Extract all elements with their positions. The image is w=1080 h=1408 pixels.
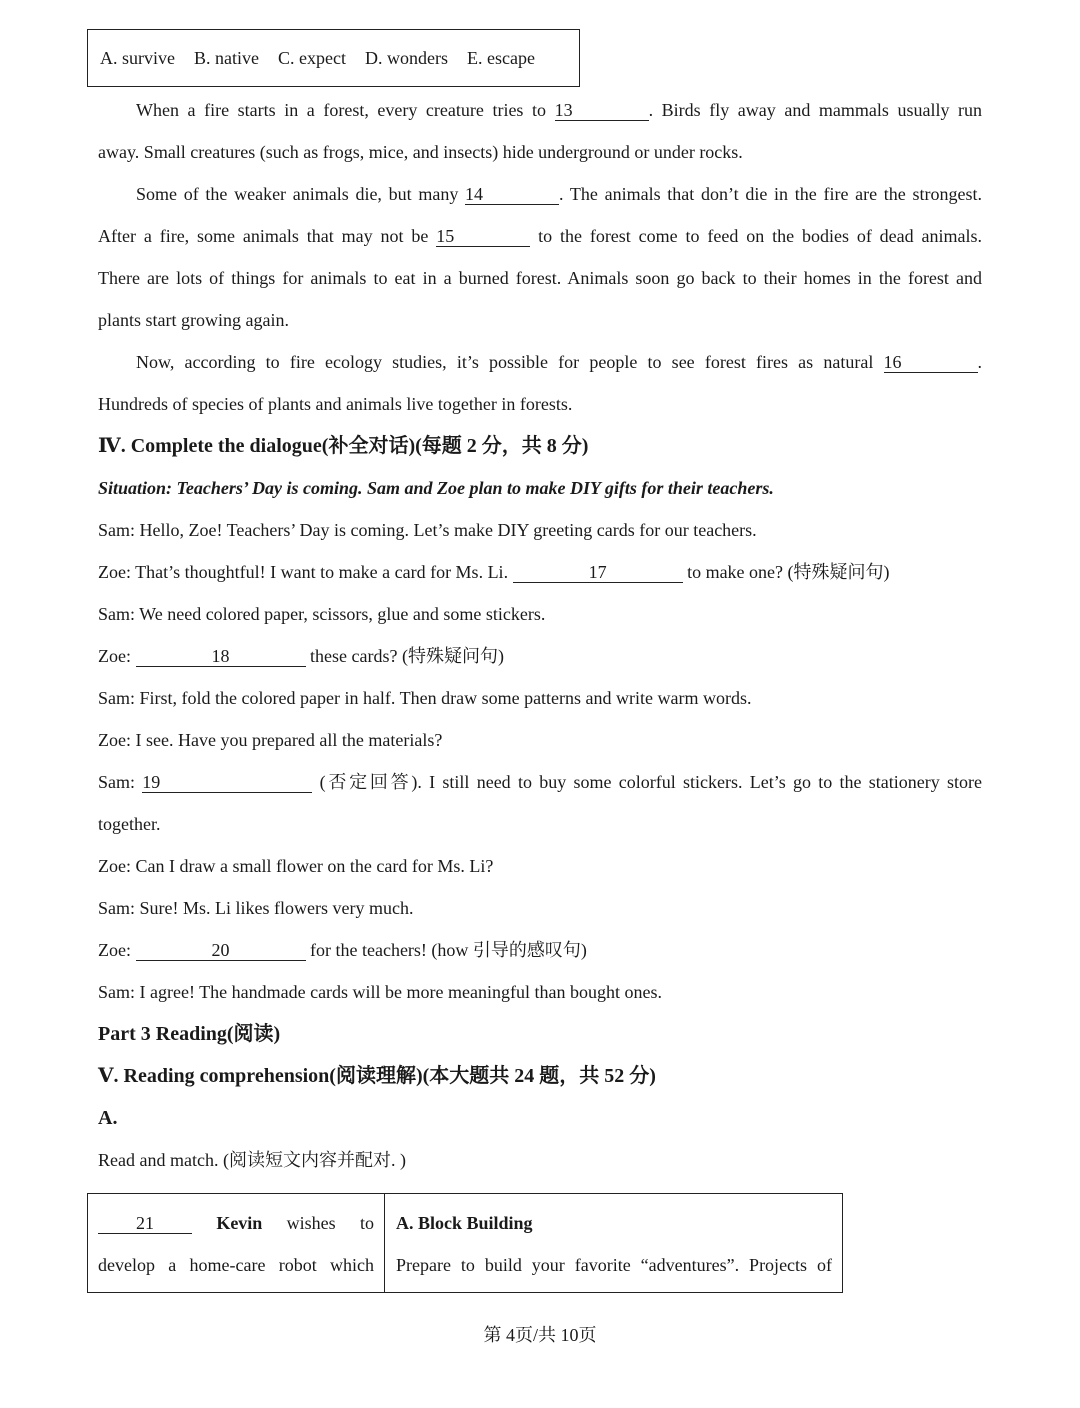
passage-line: There are lots of things for animals to eat in a burned forest. Animals soon go back to their homes in the forest and [98, 268, 982, 288]
blank-15: 15 [436, 226, 530, 247]
passage-line: away. Small creatures (such as frogs, mice, and insects) hide underground or under rocks. [98, 142, 743, 162]
blank-19: 19 [142, 772, 312, 793]
blank-18: 18 [136, 646, 306, 667]
dialogue-line: Zoe: 18 these cards? (特殊疑问句) [98, 646, 504, 666]
blank-16: 16 [884, 352, 978, 373]
passage-line: plants start growing again. [98, 310, 289, 330]
dialogue-line: Sam: Hello, Zoe! Teachers’ Day is coming. Let’s make DIY greeting cards for our teachers. [98, 520, 757, 540]
dialogue-line: Zoe: That’s thoughtful! I want to make a card for Ms. Li. 17 to make one? (特殊疑问句) [98, 562, 890, 582]
blank-13: 13 [555, 100, 649, 121]
section-5-heading: Ⅴ. Reading comprehension(阅读理解)(本大题共 24 题，共 52 分) [98, 1065, 656, 1087]
situation-text: Situation: Teachers’ Day is coming. Sam and Zoe plan to make DIY gifts for their teachers. [98, 478, 774, 498]
passage-line: When a fire starts in a forest, every creature tries to 13 . Birds fly away and mammals usually run [136, 100, 983, 120]
word-option-b: B. native [194, 47, 259, 68]
table-right-title: A. Block Building [396, 1213, 533, 1233]
instruction-text: Read and match. (阅读短文内容并配对. ) [98, 1150, 406, 1170]
dialogue-line: Zoe: I see. Have you prepared all the materials? [98, 730, 443, 750]
word-option-d: D. wonders [364, 47, 448, 68]
dialogue-line: Zoe: 20 for the teachers! (how 引导的感叹句) [98, 940, 587, 960]
table-left-line-1: 21 Kevin wishes to [98, 1202, 374, 1244]
part-3-heading: Part 3 Reading(阅读) [98, 1023, 281, 1045]
word-option-e: E. escape [466, 47, 535, 68]
word-option-a: A. survive [100, 47, 175, 68]
passage-line: Some of the weaker animals die, but many 14 . The animals that don’t die in the fire are the strongest. [136, 184, 982, 204]
table-right-line-2: Prepare to build your favorite “adventures”. Projects of [396, 1255, 832, 1275]
word-option-c: C. expect [278, 47, 346, 68]
dialogue-line: Zoe: Can I draw a small flower on the card for Ms. Li? [98, 856, 494, 876]
passage-line: Hundreds of species of plants and animals live together in forests. [98, 394, 573, 414]
dialogue-line: Sam: We need colored paper, scissors, glue and some stickers. [98, 604, 546, 624]
blank-21: 21 [98, 1213, 192, 1234]
subsection-a-heading: A. [98, 1107, 118, 1129]
passage-line: Now, according to fire ecology studies, it’s possible for people to see forest fires as natural 16 . [136, 352, 983, 372]
blank-17: 17 [513, 562, 683, 583]
word-bank-box [87, 29, 580, 87]
cloze-passage [98, 89, 982, 1181]
blank-20: 20 [136, 940, 306, 961]
table-divider [384, 1194, 385, 1292]
match-table [87, 1193, 843, 1293]
dialogue-line: Sam: 19 (否定回答). I still need to buy some colorful stickers. Let’s go to the stationery store [98, 772, 983, 792]
dialogue-line: Sam: I agree! The handmade cards will be more meaningful than bought ones. [98, 982, 662, 1002]
blank-14: 14 [465, 184, 559, 205]
dialogue-line: Sam: First, fold the colored paper in half. Then draw some patterns and write warm words. [98, 688, 752, 708]
section-4-heading: Ⅳ. Complete the dialogue(补全对话)(每题 2 分，共 8 分) [98, 435, 589, 457]
table-left-line-2: develop a home-care robot which [98, 1255, 374, 1275]
dialogue-line: Sam: Sure! Ms. Li likes flowers very much. [98, 898, 414, 918]
page-number: 第 4页/共 10页 [483, 1325, 597, 1345]
dialogue-line: together. [98, 814, 161, 834]
passage-line: After a fire, some animals that may not be 15 to the forest come to feed on the bodies of dead animals. [98, 226, 983, 246]
